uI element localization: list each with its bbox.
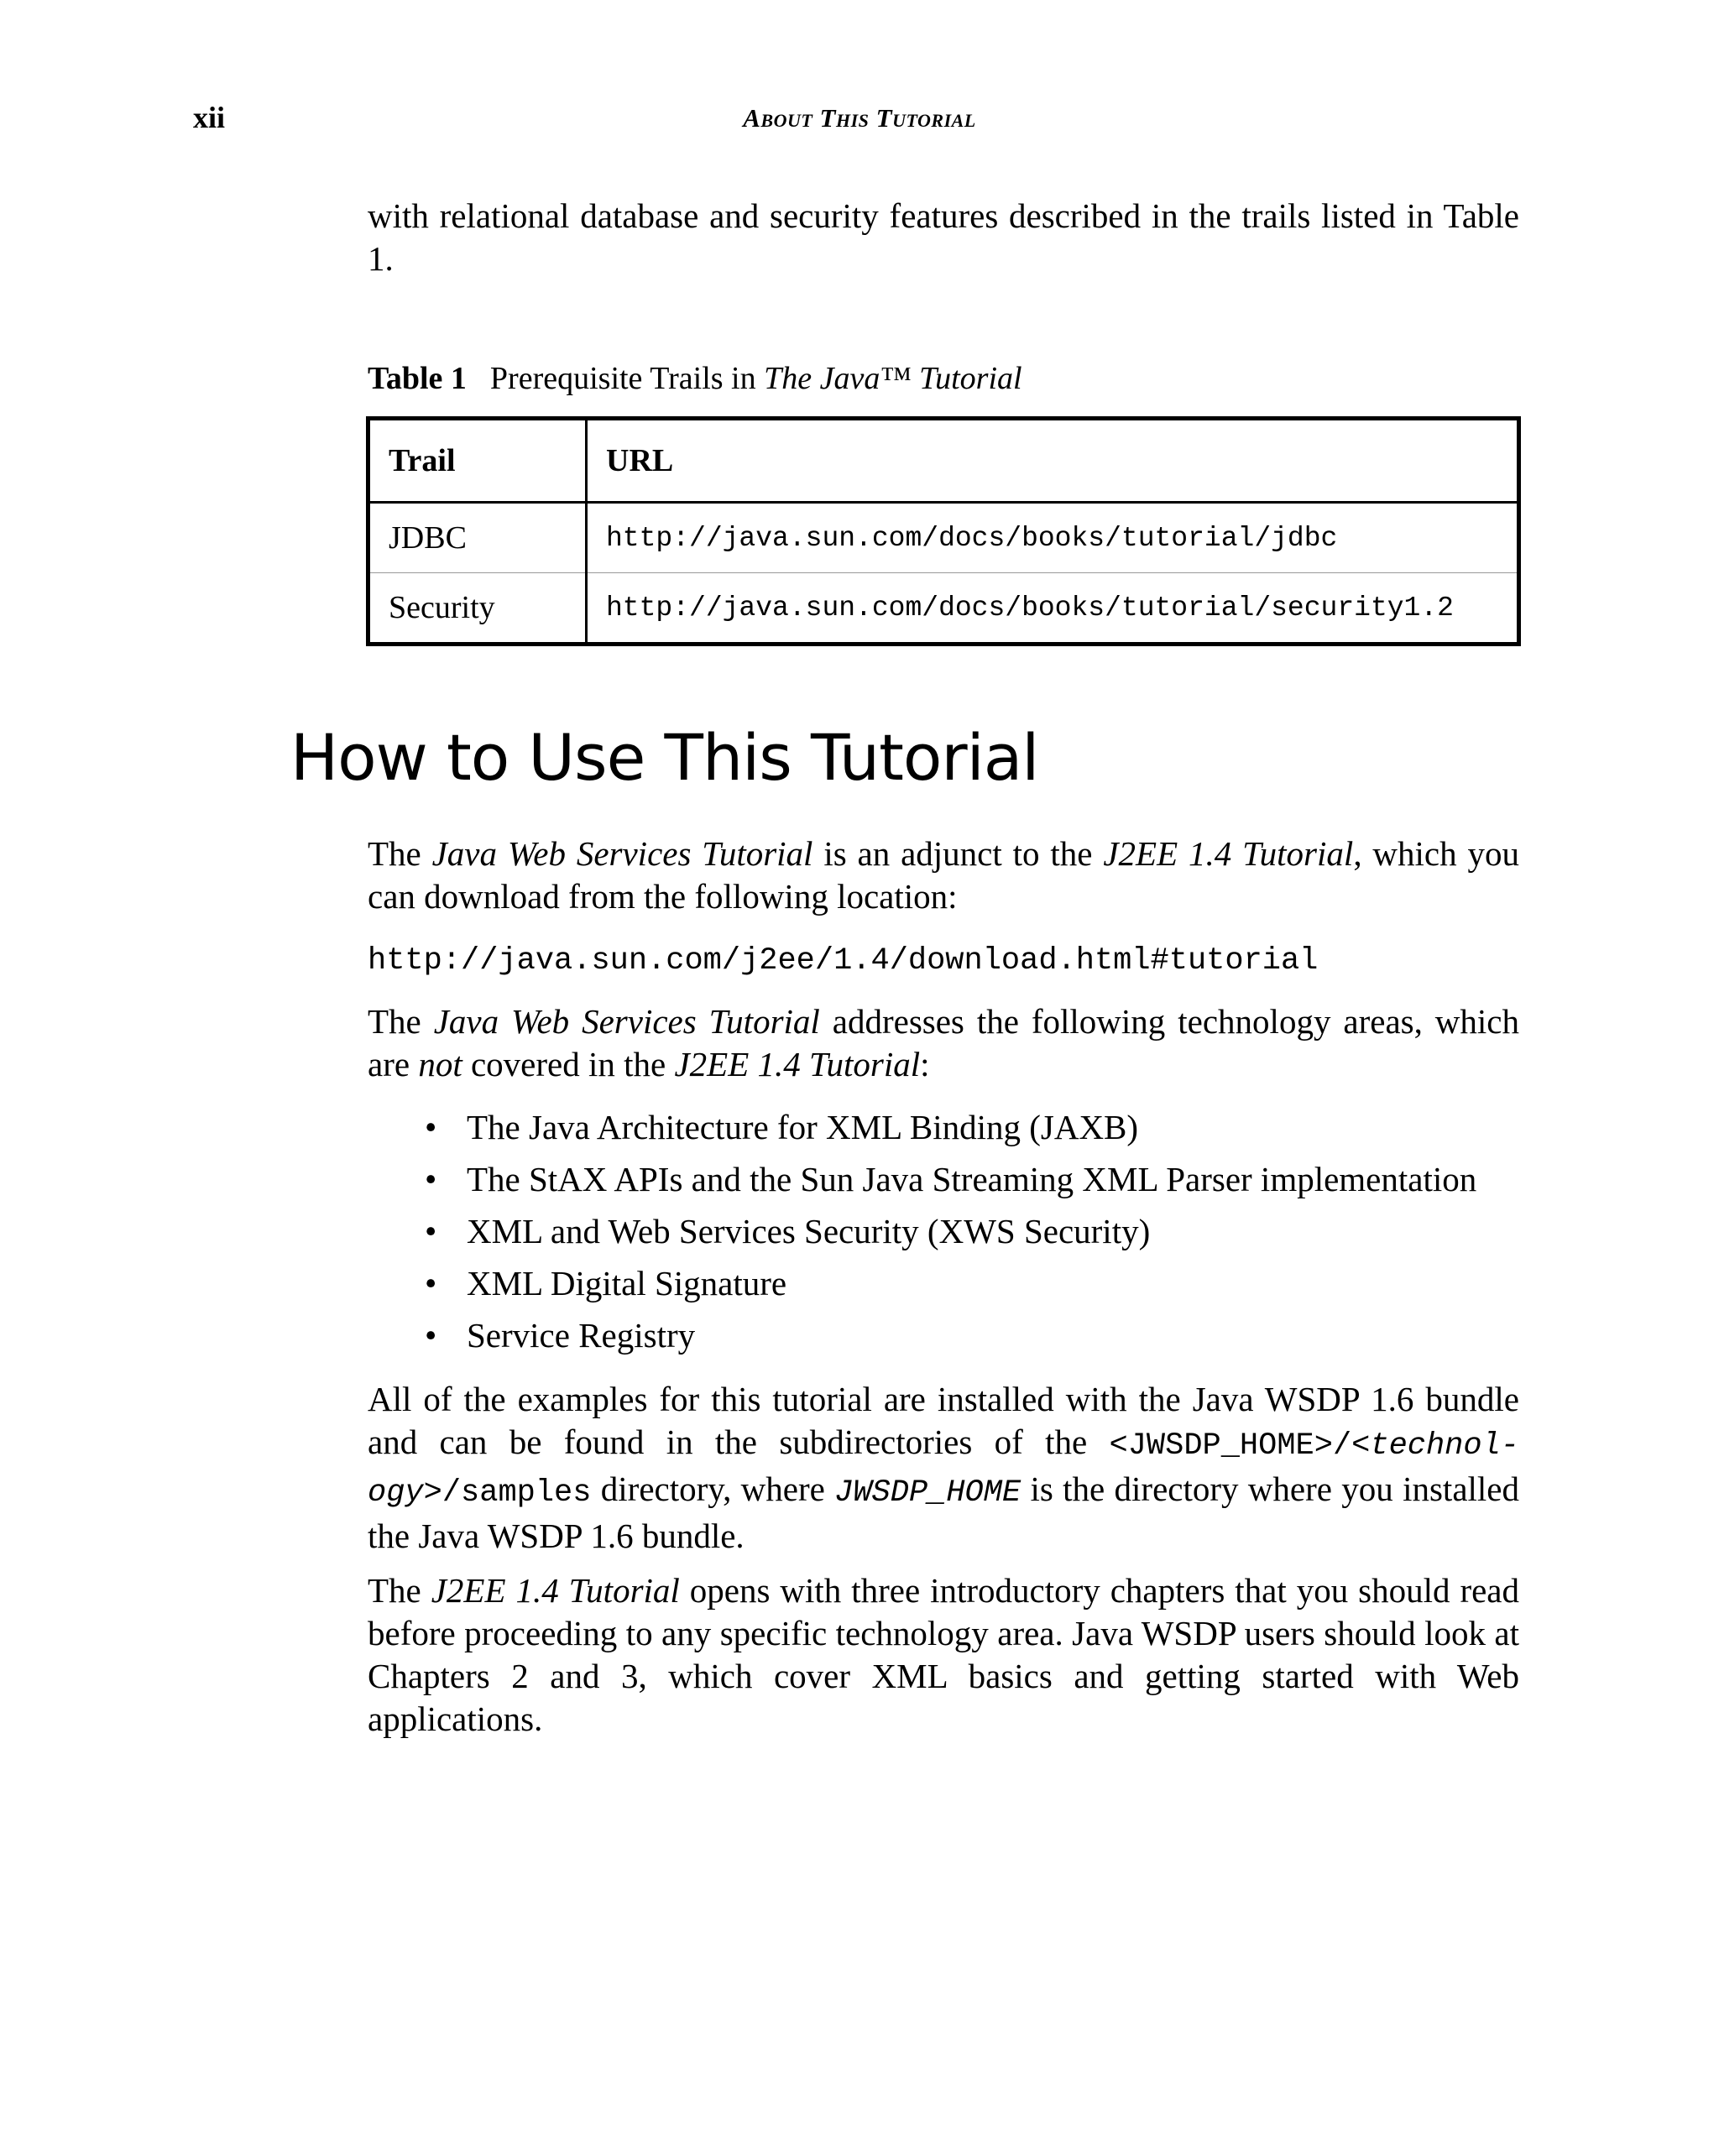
table-caption [368,359,1519,398]
section-paragraph-4-block [368,1569,1519,1741]
list-item: • XML and Web Services Security (XWS Security) [425,1212,1151,1250]
table-cell-trail: Security [368,573,587,645]
technology-list-block [368,1101,1519,1361]
section-paragraph-2: The Java Web Services Tutorial addresses the following technology areas, which are not covered in the J2EE 1.4 Tutorial: [368,1002,1519,1083]
running-head: About This Tutorial [743,103,976,133]
intro-paragraph: with relational database and security features described in the trails listed in Table 1. [368,196,1519,278]
prerequisite-table-container [366,416,1518,646]
download-url[interactable]: http://java.sun.com/j2ee/1.4/download.html#tutorial [368,943,1319,979]
section-heading: How to Use This Tutorial [290,720,1039,795]
list-item: • XML Digital Signature [425,1264,787,1302]
table-caption-number: Table 1 [368,361,467,396]
table-caption-title: The Java™ Tutorial [764,361,1022,396]
prerequisite-table [366,416,1521,646]
table-row [368,573,1519,645]
table-header-url: URL [587,419,1519,503]
section-paragraph-3: All of the examples for this tutorial are installed with the Java WSDP 1.6 bundle and can be found in the subdirectories of the <JWSDP_HOME>/<technol-ogy>/samples directory, where JWSDP_HOME is the directory where you installed the Java WSDP 1.6 bundle. [368,1380,1519,1555]
section-paragraph-2-block [368,1000,1519,1086]
table-row [368,503,1519,573]
section-paragraph-1: The Java Web Services Tutorial is an adjunct to the J2EE 1.4 Tutorial, which you can download from the following location: [368,834,1519,916]
table-cell-trail: JDBC [368,503,587,573]
table-header-trail: Trail [368,419,587,503]
table-cell-url[interactable]: http://java.sun.com/docs/books/tutorial/jdbc [587,503,1519,573]
table-cell-url[interactable]: http://java.sun.com/docs/books/tutorial/security1.2 [606,592,1454,624]
section-paragraph-1-block [368,833,1519,918]
table-caption-text: Prerequisite Trails in [489,361,765,396]
table-header-row [368,419,1519,503]
technology-list [368,1101,1519,1361]
download-url-block [368,940,1519,982]
list-item: • The Java Architecture for XML Binding (JAXB) [425,1108,1139,1146]
section-paragraph-4: The J2EE 1.4 Tutorial opens with three introductory chapters that you should read before proceeding to any specific technology area. Java WSDP users should look at Chapters 2 and 3, which cover XML basics and getting started with Web applications. [368,1571,1519,1738]
list-item: • The StAX APIs and the Sun Java Streaming XML Parser implementation [425,1160,1477,1198]
intro-paragraph-block [368,195,1519,280]
section-paragraph-3-block [368,1378,1519,1558]
list-item: • Service Registry [425,1316,696,1355]
page-number: xii [193,101,226,134]
